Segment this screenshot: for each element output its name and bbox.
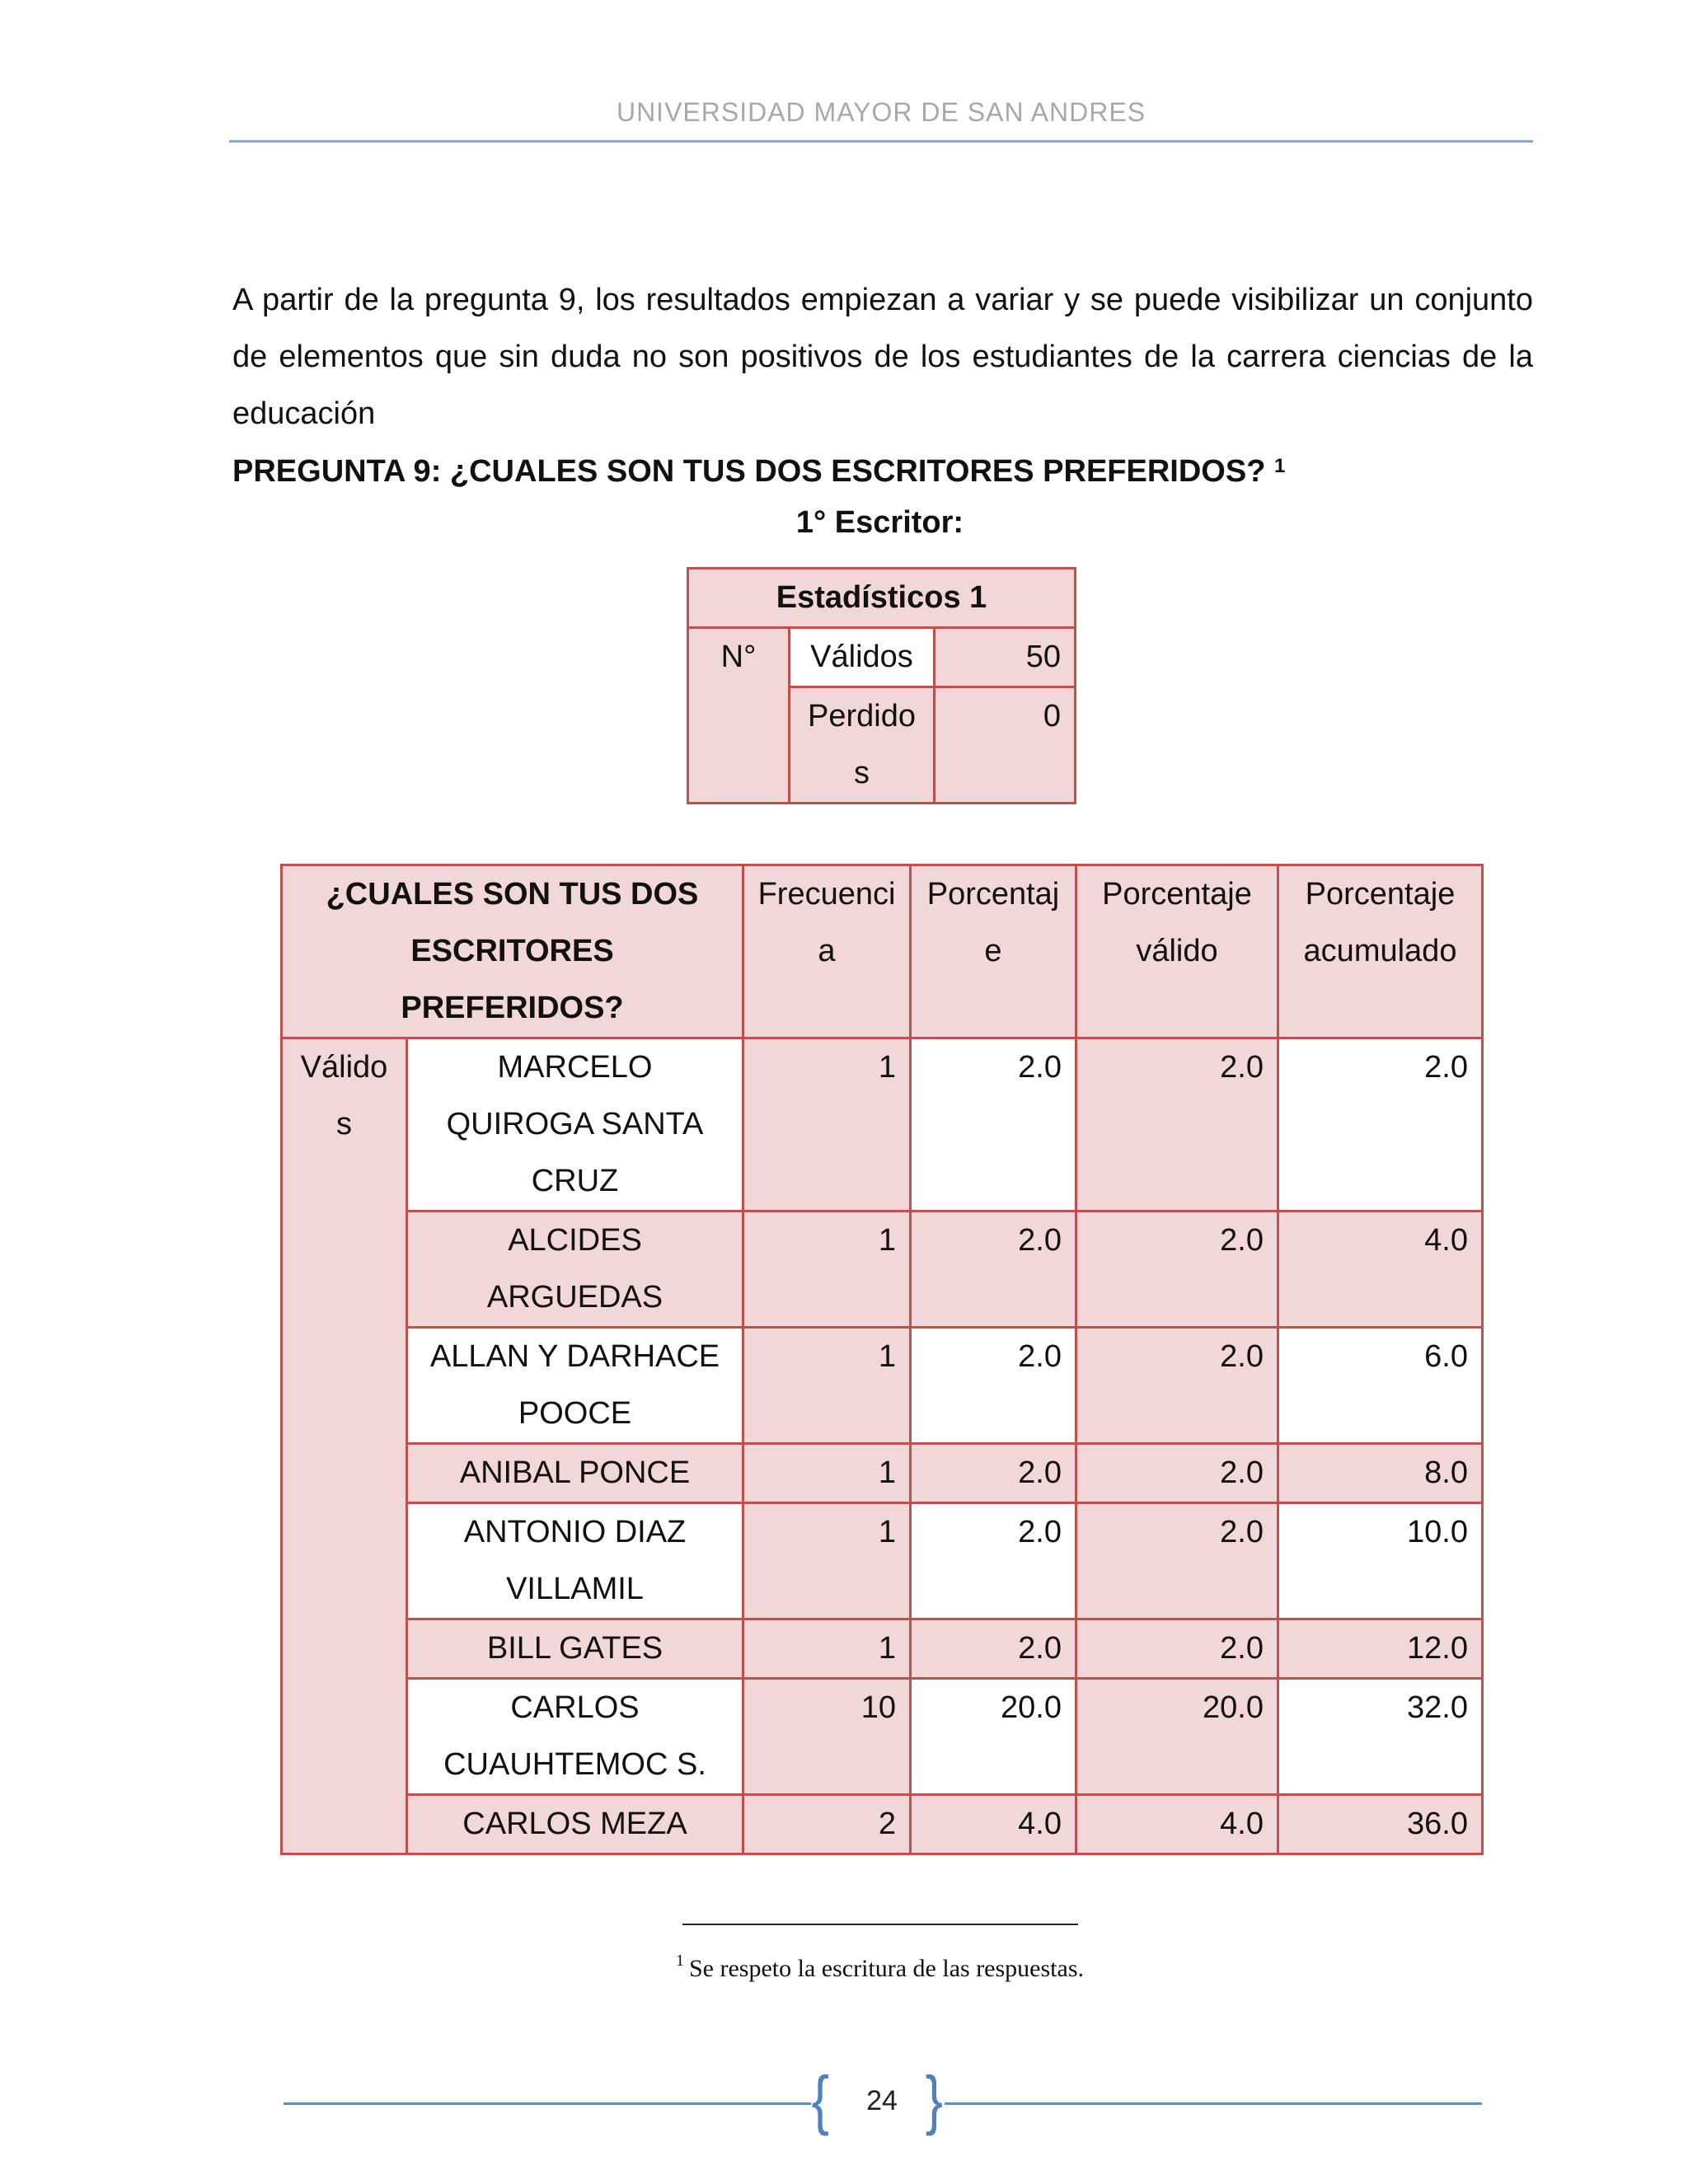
- left-brace-icon: {: [811, 2063, 830, 2136]
- percent-cell: 2.0: [911, 1444, 1076, 1503]
- frequency-cell: 1: [743, 1328, 911, 1444]
- table-subtitle: 1° Escritor:: [795, 505, 964, 540]
- table-row: [282, 1212, 1483, 1328]
- page-number: 24: [866, 2085, 898, 2116]
- valid-percent-cell: 2.0: [1076, 1328, 1278, 1444]
- percent-cell: 2.0: [911, 1503, 1076, 1619]
- cumulative-percent-cell: 32.0: [1278, 1679, 1483, 1795]
- statistics-label-missing: Perdidos: [790, 687, 935, 804]
- cumulative-percent-cell: 2.0: [1278, 1038, 1483, 1212]
- running-header: UNIVERSIDAD MAYOR DE SAN ANDRES: [616, 97, 1146, 127]
- table-row: [282, 1038, 1483, 1212]
- percent-cell: 20.0: [911, 1679, 1076, 1795]
- valid-percent-cell: 2.0: [1076, 1503, 1278, 1619]
- writer-name: ANTONIO DIAZ VILLAMIL: [407, 1503, 743, 1619]
- writer-name: ALLAN Y DARHACE POOCE: [407, 1328, 743, 1444]
- frequency-cell: 1: [743, 1038, 911, 1212]
- cumulative-percent-cell: 36.0: [1278, 1795, 1483, 1854]
- valid-percent-cell: 2.0: [1076, 1038, 1278, 1212]
- frequency-question-header: ¿CUALES SON TUS DOS ESCRITORES PREFERIDOS?: [282, 865, 743, 1038]
- writer-name: CARLOS CUAUHTEMOC S.: [407, 1679, 743, 1795]
- frequency-cell: 1: [743, 1212, 911, 1328]
- footer-line-left: [284, 2102, 811, 2105]
- question-text: PREGUNTA 9: ¿CUALES SON TUS DOS ESCRITORES PREFERIDOS?: [232, 454, 1266, 489]
- frequency-cell: 1: [743, 1619, 911, 1679]
- writer-name: ANIBAL PONCE: [407, 1444, 743, 1503]
- footnote: [0, 1952, 1688, 1983]
- writer-name: MARCELO QUIROGA SANTA CRUZ: [407, 1038, 743, 1212]
- statistics-table: [687, 567, 1076, 804]
- statistics-value-valid: 50: [935, 628, 1076, 687]
- valid-percent-cell: 20.0: [1076, 1679, 1278, 1795]
- footnote-number: 1: [676, 1952, 684, 1970]
- writer-name: CARLOS MEZA: [407, 1795, 743, 1854]
- frequency-cell: 2: [743, 1795, 911, 1854]
- header-divider: [229, 140, 1533, 143]
- percent-cell: 2.0: [911, 1619, 1076, 1679]
- percent-cell: 2.0: [911, 1328, 1076, 1444]
- writer-name: ALCIDES ARGUEDAS: [407, 1212, 743, 1328]
- cumulative-percent-cell: 8.0: [1278, 1444, 1483, 1503]
- statistics-title: Estadísticos 1: [688, 569, 1076, 628]
- column-header-cumulative-percent: Porcentaje acumulado: [1278, 865, 1483, 1038]
- cumulative-percent-cell: 10.0: [1278, 1503, 1483, 1619]
- cumulative-percent-cell: 6.0: [1278, 1328, 1483, 1444]
- footnote-text: Se respeto la escritura de las respuestas.: [689, 1955, 1084, 1982]
- percent-cell: 4.0: [911, 1795, 1076, 1854]
- group-label-valid: Válidos: [282, 1038, 407, 1854]
- right-brace-icon: }: [925, 2063, 944, 2136]
- valid-percent-cell: 4.0: [1076, 1795, 1278, 1854]
- table-row: [282, 1795, 1483, 1854]
- valid-percent-cell: 2.0: [1076, 1444, 1278, 1503]
- writer-name: BILL GATES: [407, 1619, 743, 1679]
- percent-cell: 2.0: [911, 1212, 1076, 1328]
- question-heading: [232, 447, 1551, 496]
- footnote-separator: [682, 1924, 1078, 1925]
- table-row: [282, 1328, 1483, 1444]
- frequency-cell: 1: [743, 1444, 911, 1503]
- footer-line-right: [945, 2102, 1482, 2105]
- table-row: [282, 1679, 1483, 1795]
- statistics-row-label: N°: [688, 628, 790, 804]
- percent-cell: 2.0: [911, 1038, 1076, 1212]
- column-header-frequency: Frecuencia: [743, 865, 911, 1038]
- cumulative-percent-cell: 4.0: [1278, 1212, 1483, 1328]
- statistics-value-missing: 0: [935, 687, 1076, 804]
- intro-paragraph: A partir de la pregunta 9, los resultados empiezan a variar y se puede visibilizar un conjunto de elementos que sin duda no son positivos de los estudiantes de la carrera ciencias de la educación: [232, 283, 1533, 431]
- column-header-percent: Porcentaje: [911, 865, 1076, 1038]
- footnote-reference[interactable]: 1: [1274, 455, 1286, 477]
- valid-percent-cell: 2.0: [1076, 1619, 1278, 1679]
- table-row: [282, 1619, 1483, 1679]
- frequency-table: [280, 864, 1484, 1855]
- column-header-valid-percent: Porcentaje válido: [1076, 865, 1278, 1038]
- valid-percent-cell: 2.0: [1076, 1212, 1278, 1328]
- statistics-label-valid: Válidos: [790, 628, 935, 687]
- cumulative-percent-cell: 12.0: [1278, 1619, 1483, 1679]
- table-row: [282, 1503, 1483, 1619]
- table-row: [282, 1444, 1483, 1503]
- frequency-cell: 10: [743, 1679, 911, 1795]
- frequency-cell: 1: [743, 1503, 911, 1619]
